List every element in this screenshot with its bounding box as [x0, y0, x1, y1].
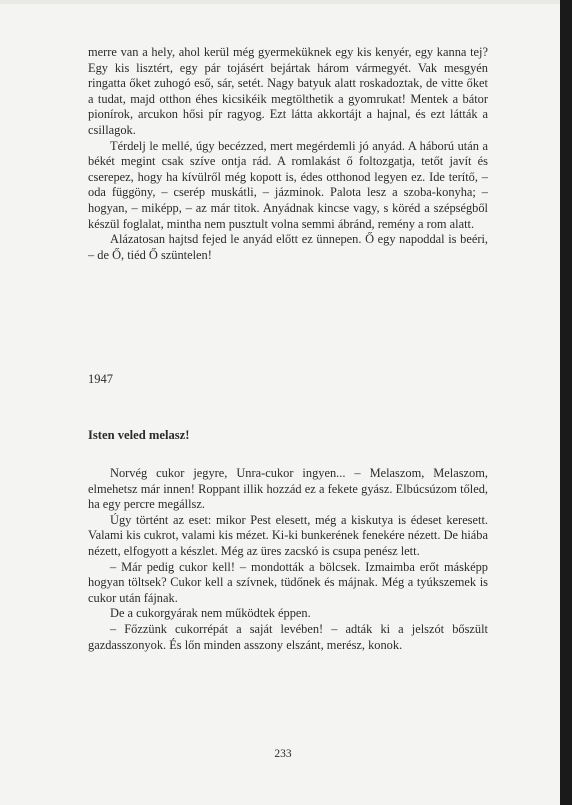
paragraph: – Főzzünk cukorrépát a saját levében! – adták ki a jelszót bőszült gazdasszonyok. És lőn minden asszony elszánt, merész, konok.: [88, 621, 488, 652]
scan-edge-right: [560, 0, 572, 805]
year-heading: 1947: [88, 372, 113, 386]
paragraph: Norvég cukor jegyre, Unra-cukor ingyen... – Melaszom, Melaszom, elmehetsz már innen! Roppant illik hozzád ez a fekete gyász. Elbúcsúzom tőled, ha egy percre megállsz.: [88, 466, 488, 512]
paragraph: merre van a hely, ahol kerül még gyermeküknek egy kis kenyér, egy kanna tej? Egy kis lisztért, egy pár tojásért bejártak három vármegyét. Vak mesgyén ringatta őket zuhogó eső, sár, setét. Nagy batyuk alatt roskadoztak, de vitte őket a tudat, majd otthon éhes kicsikéik megtölthetik a gyomrukat! Mentek a bátor pionírok, arcukon hősi pír ragyog. Ezt látta akkortájt a hajnal, és ezt látták a csillagok.: [88, 45, 488, 137]
paragraph: Alázatosan hajtsd fejed le anyád előtt ez ünnepen. Ő egy napoddal is beéri, – de Ő, tiéd Ő szüntelen!: [88, 232, 488, 262]
page-number: 233: [274, 748, 292, 760]
paragraph: – Már pedig cukor kell! – mondották a bölcsek. Izmaimba erőt másképp hogyan töltsek? Cukor kell a szívnek, tüdőnek és májnak. Még a tyúkszemek is cukor után fájnak.: [88, 559, 488, 605]
paragraph: De a cukorgyárak nem működtek éppen.: [110, 606, 311, 621]
top-text-block: [88, 45, 488, 263]
scan-edge-top: [0, 0, 572, 4]
paragraph: Úgy történt az eset: mikor Pest elesett, még a kiskutya is édeset keresett. Valami kis cukrot, valami kis mézet. Ki-ki bunkerének fenekére nézett. De hiába nézett, elfogyott a készlet. Még az üres zacskó is csupa penész lett.: [88, 512, 488, 558]
paragraph: Térdelj le mellé, úgy becézzed, mert megérdemli jó anyád. A háború után a békét megint csak szíve ontja rád. A romlakást ő foltozgatja, tetőt javít és cserepez, hogy ha kívülről még kopott is, édes otthonod legyen ez. Ide terítő, – oda függöny, – cserép muskátli, – jázminok. Palota lesz a szoba-konyha; – hogyan, – miképp, – az már titok. Anyádnak kincse vagy, s köréd a szépségből készül foglalat, mintha nem pusztult volna semmi ábránd, remény a rom alatt.: [88, 138, 488, 231]
section-title: Isten veled melasz!: [88, 428, 190, 442]
bottom-text-block: [88, 466, 488, 653]
